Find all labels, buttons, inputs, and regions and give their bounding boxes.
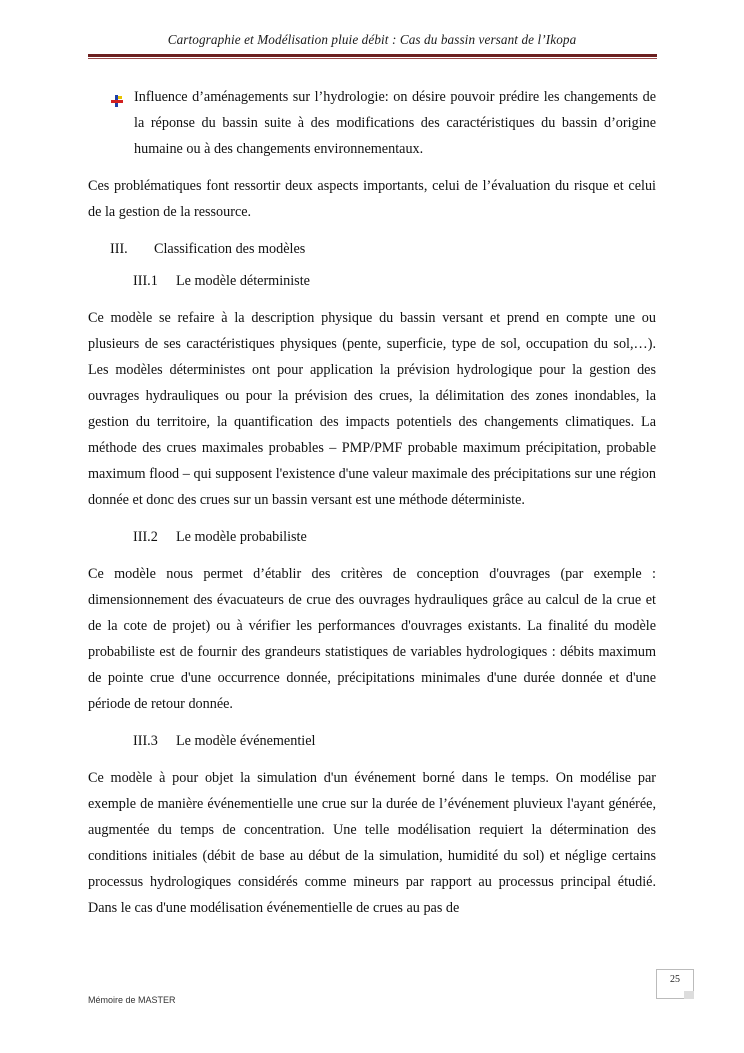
intro-paragraph: Ces problématiques font ressortir deux aspects importants, celui de l’évaluation du risque et celui de la gestion de la ressource. (88, 178, 656, 220)
subsection-number: III.3 (133, 733, 158, 749)
header-rule-thin (88, 58, 657, 59)
subsection-heading (133, 268, 656, 294)
page-number: 25 (670, 974, 680, 985)
section-title: Classification des modèles (154, 241, 306, 257)
subsection-paragraph: Ce modèle à pour objet la simulation d'un événement borné dans le temps. On modélise par exemple de manière événementielle une crue sur la durée de l’événement pluvieux l'ayant générée, augmentée du temps de concentration. Une telle modélisation requiert la détermination des conditions initiales (débit de base au début de la simulation, humidité du sol) et néglige certains processus hydrologiques considérés comme mineurs par rapport au processus principal étudié. Dans le cas d'une modélisation événementielle de crues au pas de (88, 770, 656, 916)
subsection-heading (133, 728, 656, 754)
subsection-title: Le modèle déterministe (176, 273, 310, 289)
subsection-number: III.1 (133, 273, 158, 289)
bullet-text: Influence d’aménagements sur l’hydrologie: on désire pouvoir prédire les changements de la réponse du bassin suite à des modifications des caractéristiques du bassin d’origine humaine ou à des changements environnementaux. (134, 89, 656, 157)
subsection-title: Le modèle probabiliste (176, 529, 307, 545)
header-rule (88, 54, 657, 57)
page-fold-corner (684, 991, 694, 999)
bullet-item (88, 84, 656, 162)
section-number: III. (110, 241, 128, 257)
subsection-paragraph: Ce modèle se refaire à la description physique du bassin versant et prend en compte une ou plusieurs de ses caractéristiques physiques (pente, superficie, type de sol, occupation du sol,…). Les modèles déterministes ont pour application la prévision hydrologique pour la gestion des ouvrages hydrauliques ou pour la prévision des crues, la délimitation des zones inondables, la gestion du territoire, la quantification des impacts potentiels des changements climatiques. La méthode des crues maximales probables – PMP/PMF probable maximum précipitation, probable maximum flood – qui supposent l'existence d'une valeur maximale des précipitations sur une région donnée et donc des crues sur un bassin versant est une méthode déterministe. (88, 310, 656, 508)
subsection-number: III.2 (133, 529, 158, 545)
subsection-paragraph: Ce modèle nous permet d’établir des critères de conception d'ouvrages (par exemple : dimensionnement des évacuateurs de crue des ouvrages hydrauliques grâce au calcul de la crue et de la cote de projet) ou à vérifier les performances d'ouvrages existants. La finalité du modèle probabiliste est de fournir des grandeurs statistiques de variables hydrologiques : débits maximum de pointe crue d'une occurrence donnée, précipitations minimales d'une durée donnée et d'une période de retour donnée. (88, 566, 656, 712)
subsection-heading (133, 524, 656, 550)
page-content (88, 84, 656, 932)
section-heading (110, 236, 656, 262)
subsection-title: Le modèle événementiel (176, 733, 316, 749)
footer-label: Mémoire de MASTER (88, 995, 176, 1005)
running-header: Cartographie et Modélisation pluie débit : Cas du bassin versant de l’Ikopa (167, 32, 577, 47)
bullet-arrow-icon (111, 90, 123, 102)
page-number-box (656, 969, 694, 999)
